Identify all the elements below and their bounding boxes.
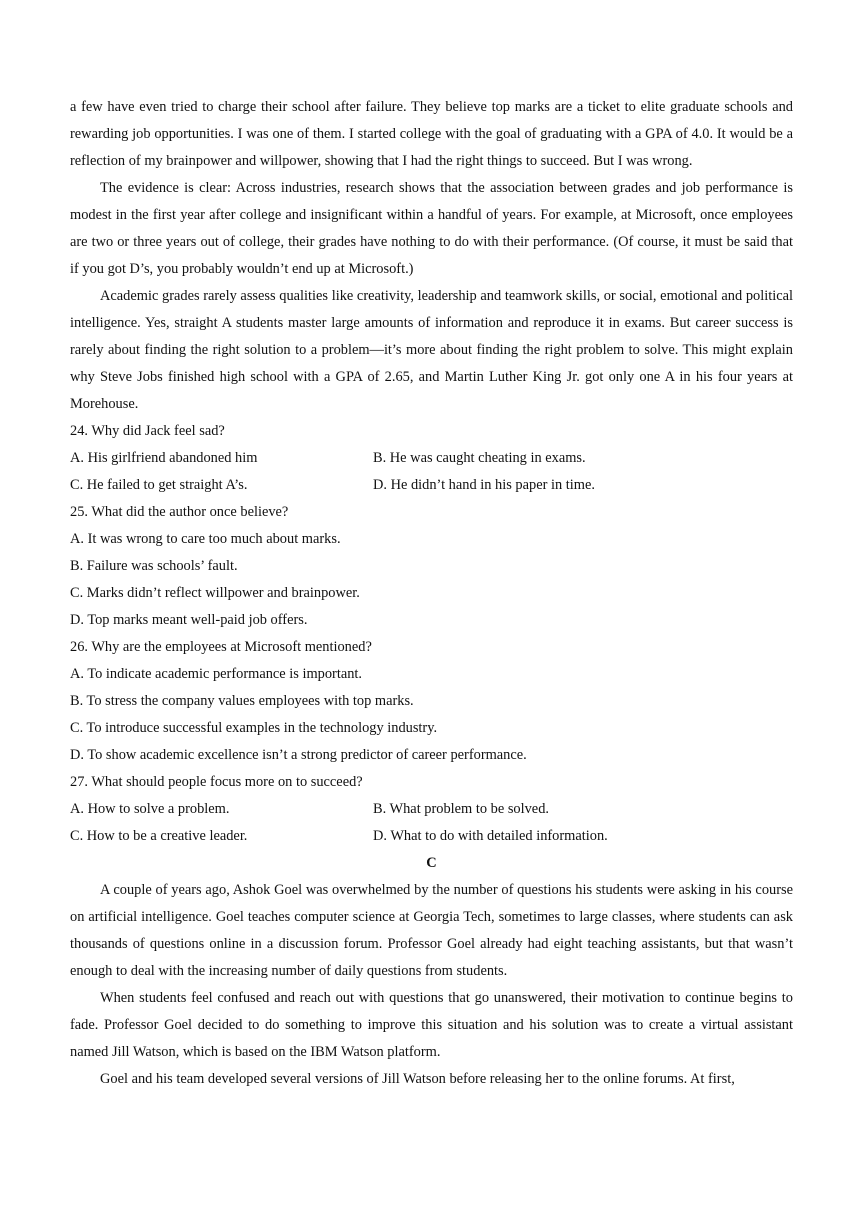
- passage-paragraph-1: a few have even tried to charge their school after failure. They believe top marks are a ticket to elite graduate schools and rewarding job opportunities. I was one of them. I started college with the goal of graduating with a GPA of 4.0. It would be a reflection of my brainpower and willpower, showing that I had the right things to succeed. But I was wrong.: [70, 99, 793, 169]
- option-c: C. To introduce successful examples in the technology industry.: [70, 720, 438, 736]
- option-b: B. Failure was schools’ fault.: [70, 558, 238, 574]
- option-d: D. What to do with detailed information.: [373, 828, 608, 844]
- section-c-paragraph-3: Goel and his team developed several versions of Jill Watson before releasing her to the online forums. At first,: [100, 1071, 735, 1087]
- passage-paragraph-2: The evidence is clear: Across industries, research shows that the association between grades and job performance is modest in the first year after college and insignificant within a handful of years. For example, at Microsoft, once employees are two or three years out of college, their grades have nothing to do with their performance. (Of course, it must be said that if you got D’s, you probably wouldn’t end up at Microsoft.): [70, 180, 793, 277]
- option-d: D. He didn’t hand in his paper in time.: [373, 477, 595, 493]
- option-c: C. He failed to get straight A’s.: [70, 477, 248, 493]
- option-a: A. To indicate academic performance is important.: [70, 666, 363, 682]
- question-stem: 26. Why are the employees at Microsoft mentioned?: [70, 639, 372, 655]
- section-c-paragraph-1: A couple of years ago, Ashok Goel was overwhelmed by the number of questions his students were asking in his course on artificial intelligence. Goel teaches computer science at Georgia Tech, sometimes to large classes, where students can ask thousands of questions online in a discussion forum. Professor Goel already had eight teaching assistants, but that wasn’t enough to deal with the increasing number of daily questions from students.: [70, 882, 793, 979]
- option-a: A. It was wrong to care too much about marks.: [70, 531, 341, 547]
- passage-paragraph-3: Academic grades rarely assess qualities like creativity, leadership and teamwork skills, or social, emotional and political intelligence. Yes, straight A students master large amounts of information and reproduce it in exams. But career success is rarely about finding the right solution to a problem—it’s more about finding the right problem to solve. This might explain why Steve Jobs finished high school with a GPA of 2.65, and Martin Luther King Jr. got only one A in his four years at Morehouse.: [70, 288, 793, 412]
- option-a: A. How to solve a problem.: [70, 801, 230, 817]
- question-27: [70, 769, 793, 850]
- section-title: C: [426, 855, 437, 871]
- option-c: C. Marks didn’t reflect willpower and brainpower.: [70, 585, 360, 601]
- question-stem: 25. What did the author once believe?: [70, 504, 289, 520]
- question-24: [70, 418, 793, 499]
- question-stem: 24. Why did Jack feel sad?: [70, 423, 225, 439]
- option-c: C. How to be a creative leader.: [70, 828, 248, 844]
- document-page: [70, 94, 793, 1093]
- option-d: D. Top marks meant well-paid job offers.: [70, 612, 308, 628]
- question-25: [70, 499, 793, 634]
- option-a: A. His girlfriend abandoned him: [70, 450, 258, 466]
- option-b: B. To stress the company values employees with top marks.: [70, 693, 414, 709]
- question-stem: 27. What should people focus more on to succeed?: [70, 774, 363, 790]
- option-b: B. He was caught cheating in exams.: [373, 450, 586, 466]
- section-c-paragraph-2: When students feel confused and reach out with questions that go unanswered, their motivation to continue begins to fade. Professor Goel decided to do something to improve this situation and his solution was to create a virtual assistant named Jill Watson, which is based on the IBM Watson platform.: [70, 990, 793, 1060]
- option-b: B. What problem to be solved.: [373, 801, 549, 817]
- option-d: D. To show academic excellence isn’t a strong predictor of career performance.: [70, 747, 527, 763]
- question-26: [70, 634, 793, 769]
